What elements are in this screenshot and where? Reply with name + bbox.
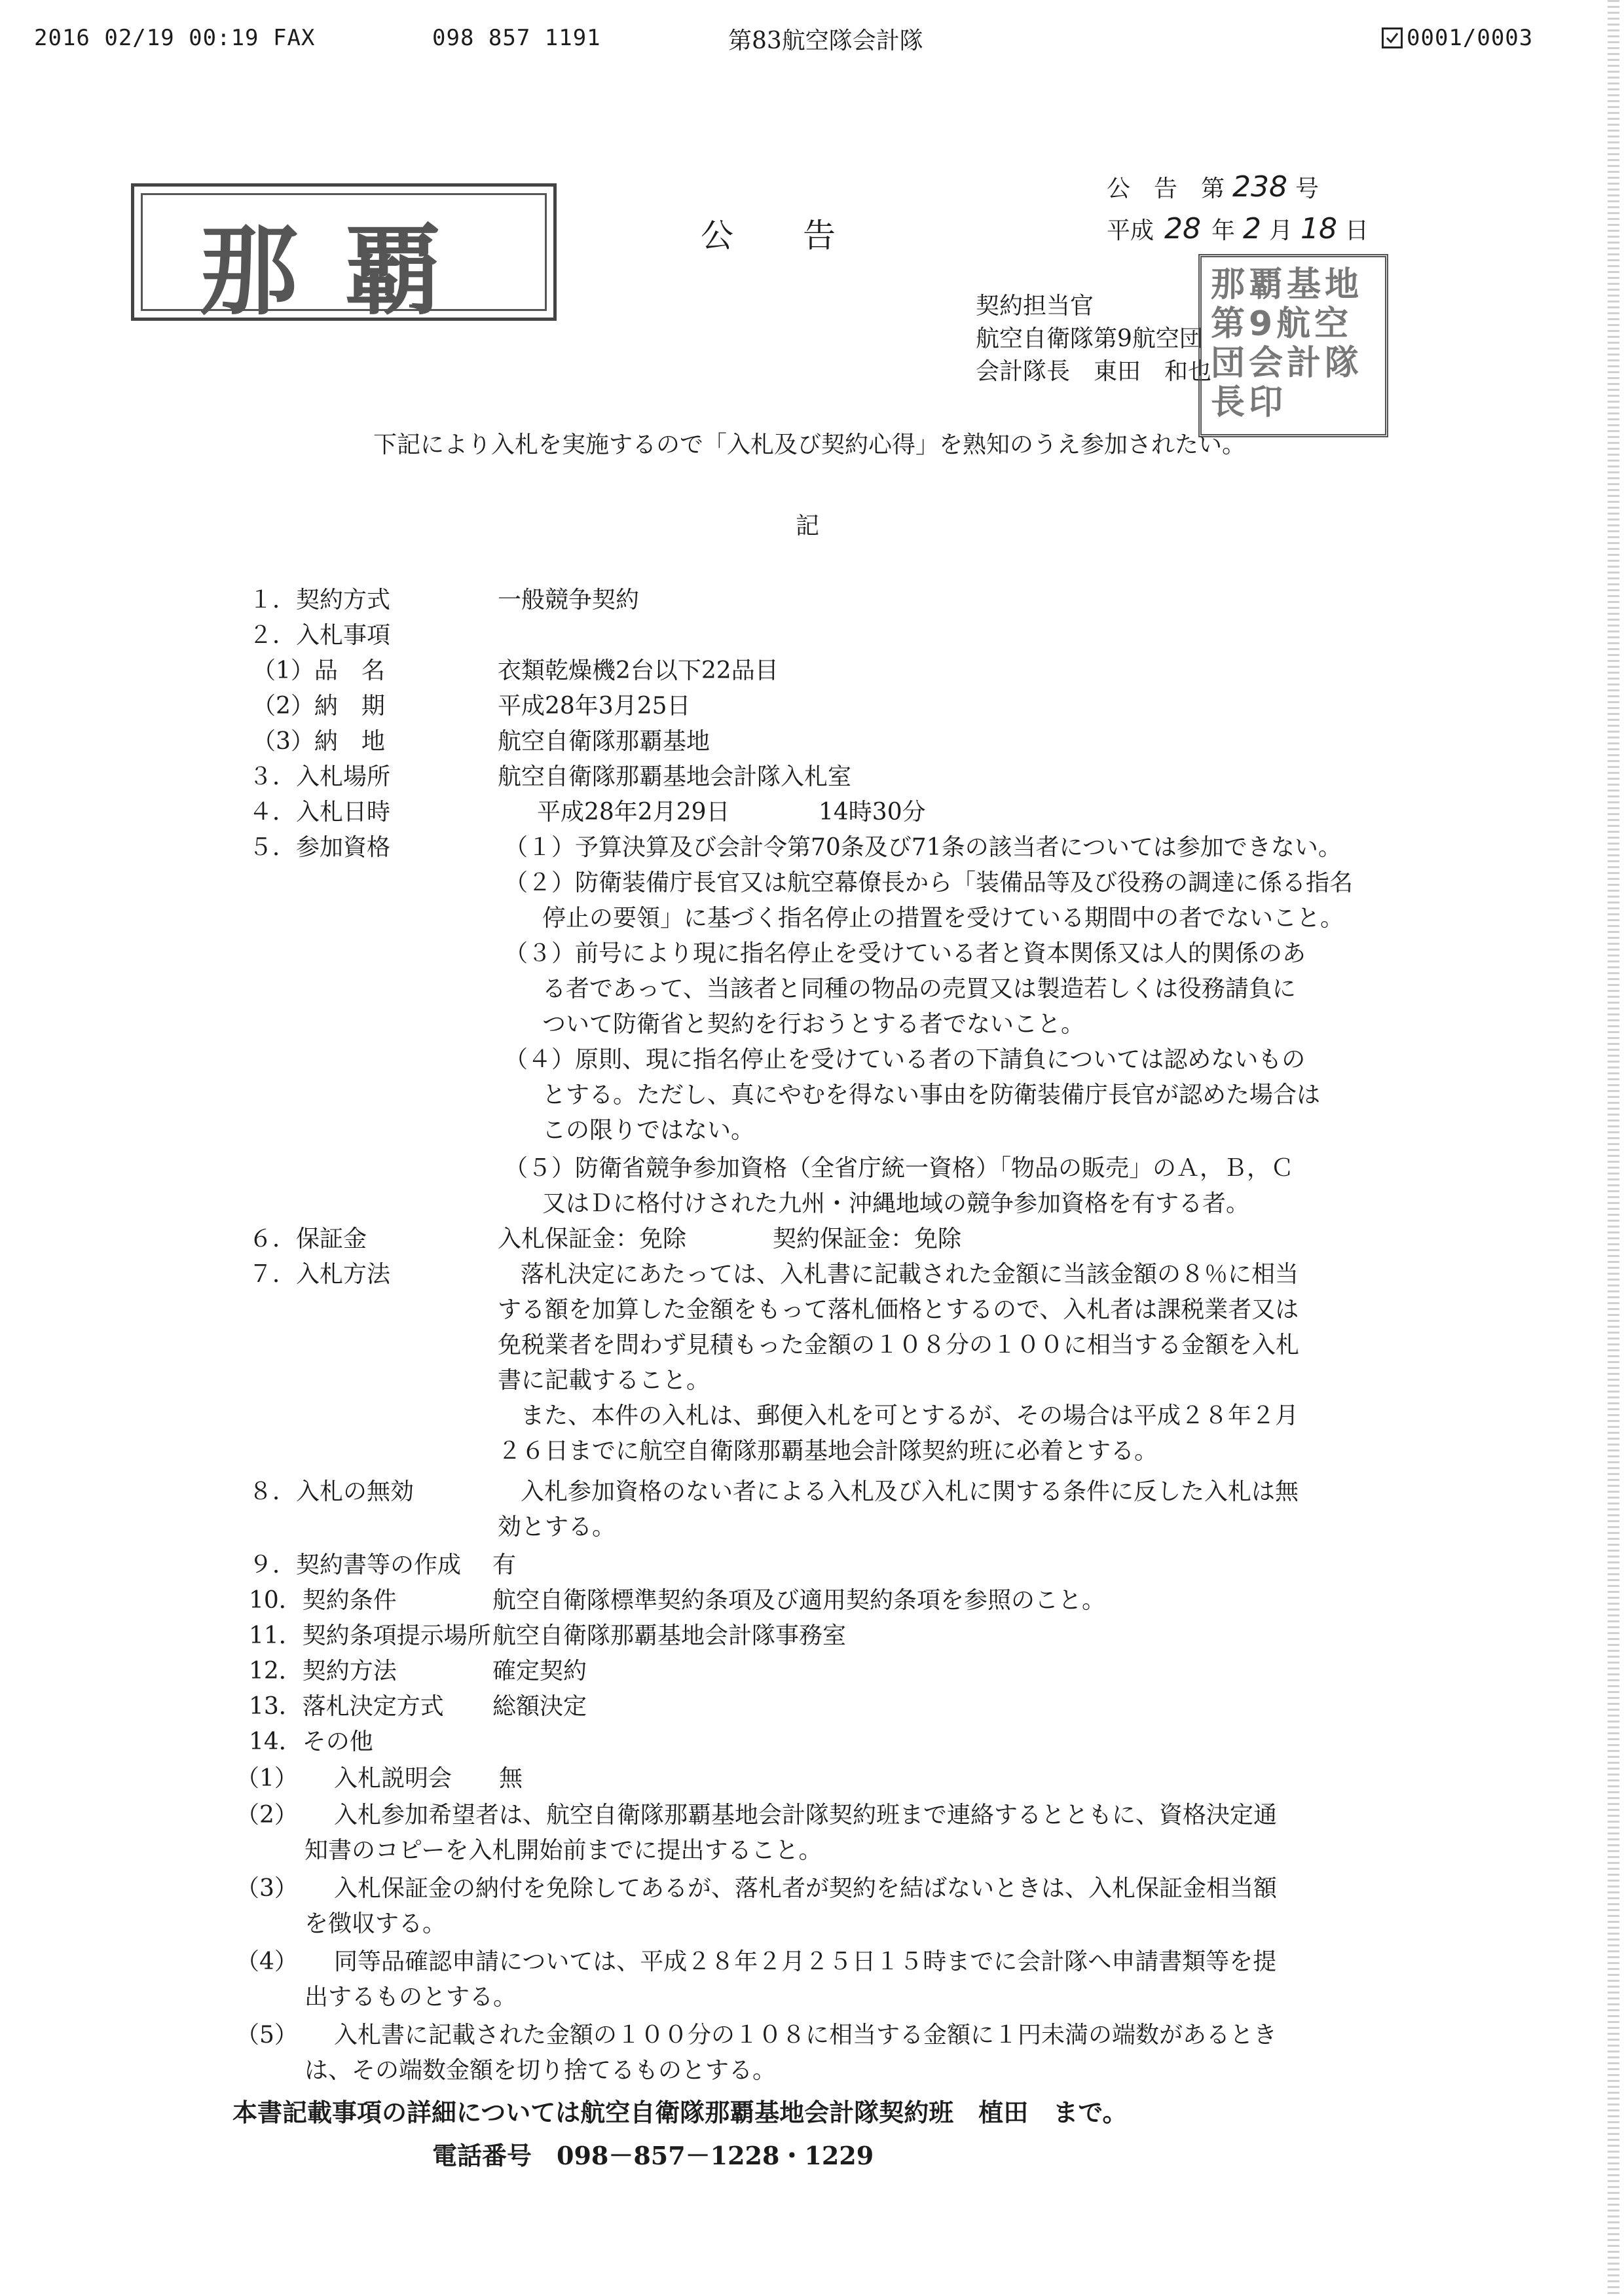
official-stamp	[1198, 254, 1388, 437]
item-5-q3-l2: る者であって、当該者と同種の物品の売買又は製造若しくは役務請負に	[542, 975, 1296, 1002]
item-5-q2-l2: 停止の要領」に基づく指名停止の措置を受けている期間中の者でないこと。	[542, 905, 1344, 932]
item-4-label: ４．入札日時	[249, 799, 391, 826]
item-9-value: 有	[492, 1552, 517, 1578]
notice-number-value: 238	[1232, 170, 1287, 204]
item-12-value: 確定契約	[492, 1658, 587, 1685]
item-11-label: 11．契約条項提示場所	[249, 1622, 491, 1649]
item-9-label: ９．契約書等の作成	[249, 1552, 462, 1578]
item-2-2-value: 平成28年3月25日	[498, 693, 691, 720]
date-era: 平成	[1107, 217, 1154, 244]
other-5-l1: 入札書に記載された金額の１００分の１０８に相当する金額に１円未満の端数があるとき	[334, 2022, 1278, 2049]
item-6-label: ６．保証金	[249, 1226, 367, 1252]
item-2-3-label: （3）納 地	[252, 728, 385, 755]
item-6-bid: 入札保証金：免除	[498, 1226, 687, 1252]
other-3-l2: を徴収する。	[304, 1910, 447, 1937]
item-5-q5-l1: （５）防衛省競争参加資格（全省庁統一資格）「物品の販売」のＡ，Ｂ，Ｃ	[504, 1155, 1295, 1182]
stamp-text: 那覇基地第9航空団会計隊長印	[1211, 265, 1363, 422]
date-year: 28	[1164, 212, 1202, 246]
item-12-label: 12．契約方法	[249, 1658, 397, 1685]
fax-datetime: 2016 02/19 00:19 FAX	[34, 25, 316, 51]
other-4-num: （4）	[236, 1948, 298, 1975]
date-day-label: 日	[1345, 217, 1369, 244]
item-7-l5: また、本件の入札は、郵便入札を可とするが、その場合は平成２８年２月	[521, 1402, 1299, 1429]
item-5-q3-l3: ついて防衛省と契約を行おうとする者でないこと。	[542, 1011, 1085, 1038]
footer-contact: 本書記載事項の詳細については航空自衛隊那覇基地会計隊契約班 植田 まで。	[232, 2098, 1128, 2127]
scan-edge-artifact	[1608, 0, 1619, 2296]
fax-page-counter	[1382, 25, 1533, 51]
fax-phone: 098 857 1191	[432, 25, 601, 51]
item-3-value: 航空自衛隊那覇基地会計隊入札室	[498, 763, 852, 790]
notice-number-prefix: 公 告 第	[1107, 175, 1225, 202]
item-5-q1: （１）予算決算及び会計令第70条及び71条の該当者については参加できない。	[504, 834, 1342, 861]
notice-date	[1107, 211, 1369, 249]
item-6-contract: 契約保証金：免除	[773, 1226, 962, 1252]
item-4-date: 平成28年2月29日	[537, 799, 730, 826]
other-4-l1: 同等品確認申請については、平成２８年２月２５日１５時までに会計隊へ申請書類等を提	[334, 1948, 1277, 1975]
item-7-l1: 落札決定にあたっては、入札書に記載された金額に当該金額の８％に相当	[521, 1261, 1299, 1288]
item-5-q3-l1: （３）前号により現に指名停止を受けている者と資本関係又は人的関係のあ	[504, 940, 1306, 967]
date-day: 18	[1301, 212, 1338, 246]
seal-text: 那覇	[199, 215, 488, 329]
naha-seal-box	[131, 183, 557, 329]
item-5-q5-l2: 又はＤに格付けされた九州・沖縄地域の競争参加資格を有する者。	[542, 1190, 1250, 1217]
item-10-value: 航空自衛隊標準契約条項及び適用契約条項を参照のこと。	[492, 1587, 1106, 1614]
other-2-num: （2）	[236, 1802, 298, 1829]
item-5-q4-l1: （４）原則、現に指名停止を受けている者の下請負については認めないもの	[504, 1046, 1306, 1073]
item-7-l3: 免税業者を問わず見積もった金額の１０８分の１００に相当する金額を入札	[498, 1332, 1300, 1358]
other-1-l1: 入札説明会 無	[334, 1765, 523, 1792]
item-4-time: 14時30分	[819, 799, 926, 826]
item-7-l2: する額を加算した金額をもって落札価格とするので、入札者は課税業者又は	[498, 1296, 1299, 1323]
date-month-label: 月	[1269, 217, 1293, 244]
other-4-l2: 出するものとする。	[304, 1984, 517, 2011]
ki-heading: 記	[796, 513, 820, 539]
item-2-3-value: 航空自衛隊那覇基地	[498, 728, 710, 755]
item-5-q2-l1: （２）防衛装備庁長官又は航空幕僚長から「装備品等及び役務の調達に係る指名	[504, 869, 1354, 896]
item-13-label: 13．落札決定方式	[249, 1693, 444, 1720]
item-7-l4: 書に記載すること。	[498, 1367, 710, 1394]
other-3-num: （3）	[236, 1875, 298, 1902]
item-7-label: ７．入札方法	[249, 1261, 391, 1288]
item-2-1-label: （1）品 名	[252, 657, 385, 684]
item-11-value: 航空自衛隊那覇基地会計隊事務室	[492, 1622, 847, 1649]
other-2-l1: 入札参加希望者は、航空自衛隊那覇基地会計隊契約班まで連絡するとともに、資格決定通	[334, 1802, 1278, 1829]
date-year-label: 年	[1211, 217, 1236, 244]
item-8-l2: 効とする。	[498, 1514, 616, 1540]
officer-line1: 契約担当官	[976, 293, 1094, 319]
footer-phone: 電話番号 098－857－1228・1229	[432, 2141, 874, 2170]
item-13-value: 総額決定	[492, 1693, 587, 1720]
notice-number	[1107, 169, 1319, 208]
other-5-l2: は、その端数金額を切り捨てるものとする。	[304, 2057, 777, 2084]
item-5-q4-l3: この限りではない。	[542, 1117, 755, 1144]
item-1-label: １．契約方式	[249, 587, 391, 613]
item-14-label: 14．その他	[249, 1728, 373, 1755]
notice-number-suffix: 号	[1295, 175, 1320, 202]
other-5-num: （5）	[236, 2022, 298, 2049]
item-1-value: 一般競争契約	[498, 587, 640, 613]
item-7-l6: ２６日までに航空自衛隊那覇基地会計隊契約班に必着とする。	[498, 1438, 1158, 1465]
checkbox-icon	[1382, 27, 1403, 48]
other-2-l2: 知書のコピーを入札開始前までに提出すること。	[304, 1837, 822, 1864]
notice-title: 公 告	[701, 217, 837, 255]
item-8-label: ８．入札の無効	[249, 1478, 415, 1505]
date-month: 2	[1243, 212, 1262, 246]
intro-text: 下記により入札を実施するので「入札及び契約心得」を熟知のうえ参加されたい。	[373, 431, 1246, 458]
other-3-l1: 入札保証金の納付を免除してあるが、落札者が契約を結ばないときは、入札保証金相当額	[334, 1875, 1278, 1902]
item-8-l1: 入札参加資格のない者による入札及び入札に関する条件に反した入札は無	[521, 1478, 1299, 1505]
fax-sender: 第83航空隊会計隊	[728, 27, 923, 54]
item-2-label: ２．入札事項	[249, 622, 391, 649]
item-3-label: ３．入札場所	[249, 763, 391, 790]
officer-line3: 会計隊長 東田 和也	[976, 358, 1212, 385]
item-5-q4-l2: とする。ただし、真にやむを得ない事由を防衛装備庁長官が認めた場合は	[542, 1082, 1321, 1108]
item-2-1-value: 衣類乾燥機2台以下22品目	[498, 657, 779, 684]
item-2-2-label: （2）納 期	[252, 693, 385, 720]
other-1-num: （1）	[236, 1765, 298, 1792]
officer-line2: 航空自衛隊第9航空団	[976, 325, 1203, 352]
item-5-label: ５．参加資格	[249, 834, 391, 861]
item-10-label: 10．契約条件	[249, 1587, 397, 1614]
fax-page-number: 0001/0003	[1407, 25, 1534, 51]
